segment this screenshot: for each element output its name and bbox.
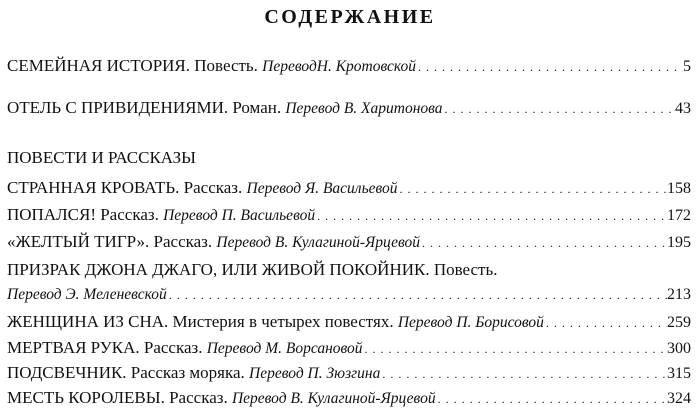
entry-title: МЕРТВАЯ РУКА. Рассказ. [7, 338, 203, 357]
entry-translator: Перевод В. Харитонова [285, 100, 443, 117]
entry-page: 172 [667, 207, 691, 224]
section-heading: ПОВЕСТИ И РАССКАЗЫ [7, 148, 196, 167]
contents-title: СОДЕРЖАНИЕ [264, 6, 436, 28]
entry-page: 324 [667, 390, 691, 407]
entry-page: 158 [667, 180, 691, 197]
entry-page: 315 [667, 365, 691, 382]
entry-page: 300 [667, 340, 691, 357]
dot-leader [398, 182, 667, 197]
toc-entry[interactable] [7, 178, 691, 202]
entry-title: ЖЕНЩИНА ИЗ СНА. Мистерия в четырех повестях. [7, 312, 394, 331]
dot-leader [167, 288, 667, 303]
toc-entry[interactable] [7, 232, 691, 256]
toc-entry[interactable] [7, 338, 691, 362]
entry-page: 213 [667, 286, 691, 303]
entry-title: ПОПАЛСЯ! Рассказ. [7, 205, 159, 224]
entry-page: 259 [667, 314, 691, 331]
entry-title: СТРАННАЯ КРОВАТЬ. Рассказ. [7, 178, 243, 197]
dot-leader [315, 209, 667, 224]
entry-title: МЕСТЬ КОРОЛЕВЫ. Рассказ. [7, 388, 228, 407]
dot-leader [380, 367, 667, 382]
toc-entry-title-line[interactable] [7, 260, 691, 284]
entry-title: ПРИЗРАК ДЖОНА ДЖАГО, ИЛИ ЖИВОЙ ПОКОЙНИК. Повесть. [7, 260, 498, 279]
entry-page: 43 [675, 100, 691, 117]
entry-page: 195 [667, 234, 691, 251]
entry-title: СЕМЕЙНАЯ ИСТОРИЯ. Повесть. [7, 56, 258, 75]
toc-entry-translator-line[interactable] [7, 286, 691, 310]
toc-entry[interactable] [7, 388, 691, 412]
entry-translator: ПереводН. Кротовской [262, 58, 417, 75]
dot-leader [363, 342, 667, 357]
entry-translator: Перевод П. Борисовой [397, 314, 544, 331]
toc-entry[interactable] [7, 98, 691, 122]
entry-title: ПОДСВЕЧНИК. Рассказ моряка. [7, 363, 245, 382]
dot-leader [436, 392, 667, 407]
toc-entry[interactable] [7, 363, 691, 387]
entry-title: «ЖЕЛТЫЙ ТИГР». Рассказ. [7, 232, 213, 251]
dot-leader [443, 102, 675, 117]
entry-page: 5 [683, 58, 691, 75]
toc-entry[interactable] [7, 56, 691, 80]
entry-title: ОТЕЛЬ С ПРИВИДЕНИЯМИ. Роман. [7, 98, 282, 117]
entry-translator: Перевод Э. Меленевской [7, 286, 167, 303]
toc-entry[interactable] [7, 312, 691, 336]
entry-translator: Перевод В. Кулагиной-Ярцевой [231, 390, 436, 407]
entry-translator: Перевод П. Васильевой [163, 207, 316, 224]
dot-leader [416, 60, 683, 75]
toc-entry[interactable] [7, 205, 691, 229]
entry-translator: Перевод Я. Васильевой [246, 180, 398, 197]
dot-leader [420, 236, 667, 251]
entry-translator: Перевод П. Зюзгина [249, 365, 381, 382]
entry-translator: Перевод В. Кулагиной-Ярцевой [216, 234, 421, 251]
dot-leader [544, 316, 667, 331]
entry-translator: Перевод М. Ворсановой [206, 340, 363, 357]
